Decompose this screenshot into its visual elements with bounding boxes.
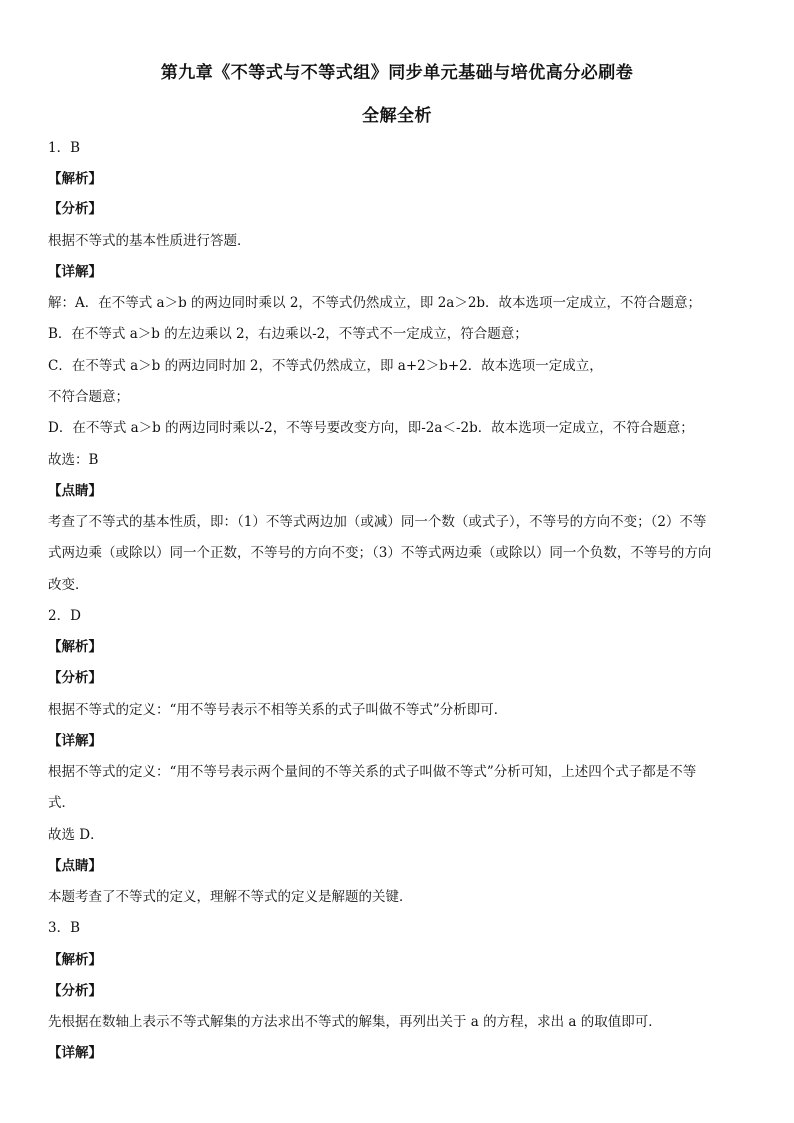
q2-answer: 2．D <box>48 608 81 624</box>
q2-dianjing-tag: 【点睛】 <box>48 858 102 874</box>
q1-dianjing-tag: 【点睛】 <box>48 483 102 499</box>
document-subtitle: 全解全析 <box>362 106 432 126</box>
q3-jiexi-tag: 【解析】 <box>48 952 102 968</box>
q1-xiangjie-tag: 【详解】 <box>48 264 102 280</box>
q1-answer: 1．B <box>48 140 81 156</box>
q1-fenxi-text: 根据不等式的基本性质进行答题． <box>48 233 251 249</box>
q1-dianjing-line-2: 式两边乘（或除以）同一个正数，不等号的方向不变；（3）不等式两边乘（或除以）同一个负数，不等号的方向 <box>48 545 712 561</box>
q2-jiexi-tag: 【解析】 <box>48 639 102 655</box>
q1-option-a: 解：A．在不等式 a＞b 的两边同时乘以 2，不等式仍然成立，即 2a＞2b．故本选项一定成立，不符合题意； <box>48 295 702 311</box>
q1-dianjing-line-3: 改变． <box>48 577 89 593</box>
q2-xiangjie-line-2: 式． <box>48 795 75 811</box>
q3-answer: 3．B <box>48 920 81 936</box>
document-title: 第九章《不等式与不等式组》同步单元基础与培优高分必刷卷 <box>160 63 634 83</box>
q2-fenxi-tag: 【分析】 <box>48 670 102 686</box>
q1-jiexi-tag: 【解析】 <box>48 171 102 187</box>
q2-fenxi-text: 根据不等式的定义：“用不等号表示不相等关系的式子叫做不等式”分析即可． <box>48 702 508 718</box>
q1-option-c-cont: 不符合题意； <box>48 389 129 405</box>
q3-fenxi-tag: 【分析】 <box>48 983 102 999</box>
q1-fenxi-tag: 【分析】 <box>48 201 102 217</box>
q1-option-b: B．在不等式 a＞b 的左边乘以 2，右边乘以-2，不等式不一定成立，符合题意； <box>48 326 528 342</box>
q2-choice: 故选 D． <box>48 827 104 843</box>
q1-option-d: D．在不等式 a＞b 的两边同时乘以-2，不等号要改变方向，即-2a＜-2b．故本选项一定成立，不符合题意； <box>48 420 694 436</box>
q1-dianjing-line-1: 考查了不等式的基本性质，即：（1）不等式两边加（或减）同一个数（或式子），不等号的方向不变；（2）不等 <box>48 514 707 530</box>
q3-fenxi-text: 先根据在数轴上表示不等式解集的方法求出不等式的解集，再列出关于 a 的方程，求出 a 的取值即可． <box>48 1014 662 1030</box>
q1-option-c: C．在不等式 a＞b 的两边同时加 2，不等式仍然成立，即 a+2＞b+2．故本选项一定成立， <box>48 358 603 374</box>
q3-xiangjie-tag: 【详解】 <box>48 1045 102 1061</box>
q2-xiangjie-line-1: 根据不等式的定义：“用不等号表示两个量间的不等关系的式子叫做不等式”分析可知，上述四个式子都是不等 <box>48 764 697 780</box>
q2-xiangjie-tag: 【详解】 <box>48 733 102 749</box>
q1-choice: 故选：B <box>48 452 99 468</box>
q2-dianjing-text: 本题考查了不等式的定义，理解不等式的定义是解题的关键． <box>48 889 413 905</box>
